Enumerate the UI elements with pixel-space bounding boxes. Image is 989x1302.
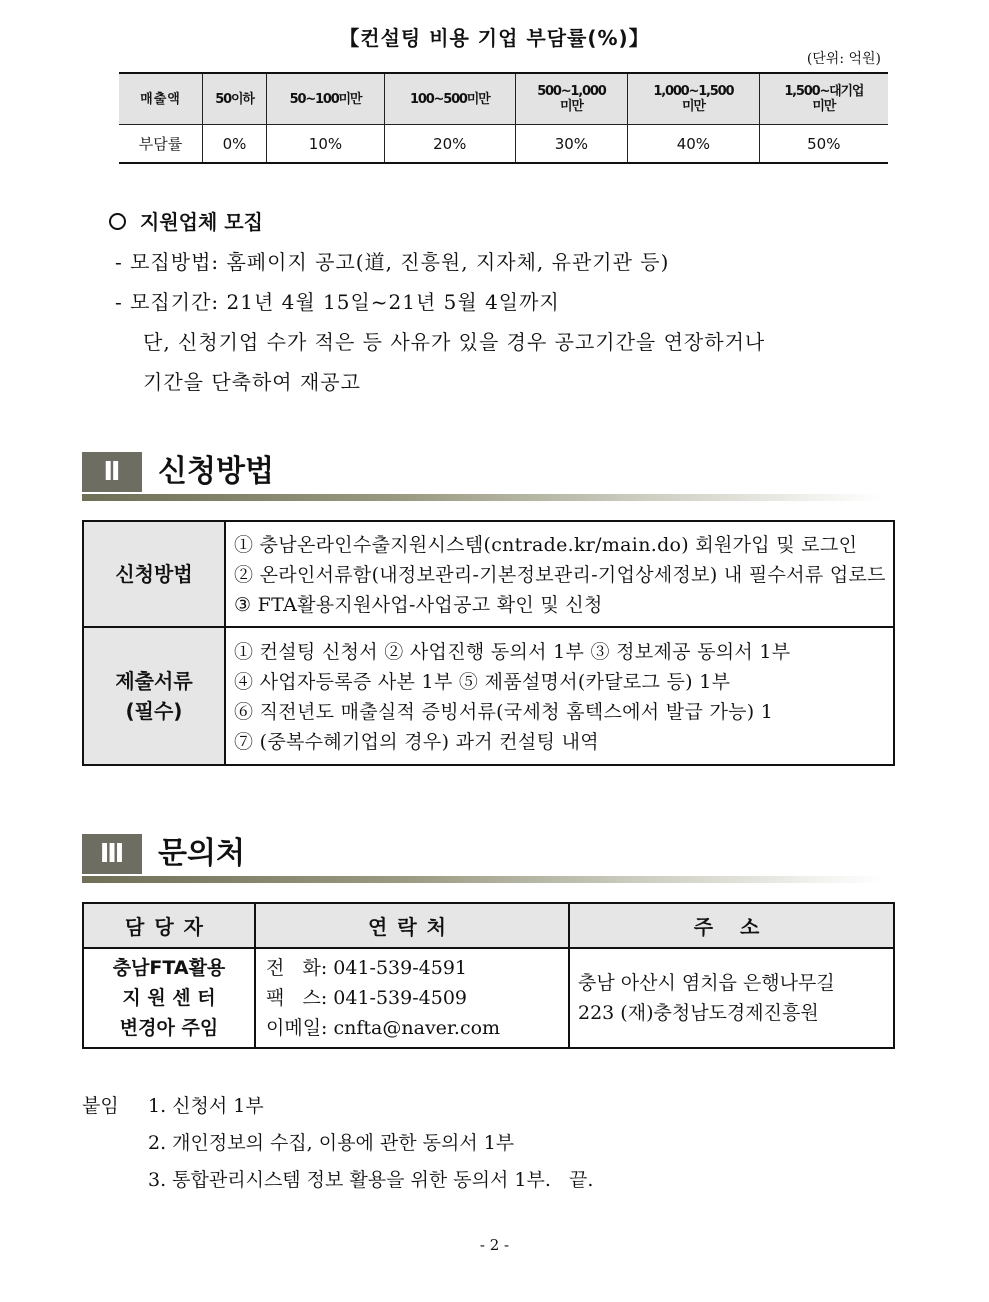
rate-table-title: 【컨설팅 비용 기업 부담률(%)】	[339, 26, 650, 50]
application-method-content	[225, 521, 894, 627]
burden-rate-table	[119, 72, 888, 164]
contact-info	[255, 948, 569, 1048]
contact-person	[83, 948, 255, 1048]
list-item: ④ 사업자등록증 사본 1부 ⑤ 제품설명서(카달로그 등) 1부	[234, 671, 731, 693]
contact-address	[569, 948, 894, 1048]
circle-bullet-icon	[109, 213, 126, 230]
email-address[interactable]: 이메일: cnfta@naver.com	[266, 1017, 501, 1039]
list-item: ① 컨설팅 신청서 ② 사업진행 동의서 1부 ③ 정보제공 동의서 1부	[234, 641, 791, 663]
contact-header-phone: 연락처	[255, 903, 569, 948]
attachments-label: 붙임	[82, 1095, 119, 1117]
application-table	[82, 520, 895, 766]
fax-number: 팩 스: 041-539-4509	[266, 987, 467, 1009]
burden-rate-value: 0%	[203, 125, 267, 164]
phone-number: 전 화: 041-539-4591	[266, 957, 467, 979]
required-documents-content	[225, 627, 894, 765]
address-line: 충남 아산시 염치읍 은행나무길	[578, 972, 835, 994]
required-documents-label	[83, 627, 225, 765]
sales-column-3: 100~500미만	[384, 73, 515, 125]
required-documents-label-line: 제출서류	[115, 669, 193, 693]
recruitment-note: 기간을 단축하여 재공고	[143, 370, 361, 394]
list-item: ② 온라인서류함(내정보관리-기본정보관리-기업상세정보) 내 필수서류 업로드	[234, 564, 886, 586]
contact-header-address: 주 소	[569, 903, 894, 948]
recruitment-note: 단, 신청기업 수가 적은 등 사유가 있을 경우 공고기간을 연장하거나	[143, 330, 766, 354]
section-underline	[82, 494, 882, 501]
recruitment-period: - 모집기간: 21년 4월 15일~21년 5월 4일까지	[115, 290, 560, 314]
attachments	[82, 1088, 593, 1199]
contact-person-line: 변경아 주임	[119, 1017, 219, 1039]
section-number-badge: Ⅱ	[82, 452, 142, 492]
sales-column-4: 500~1,000 미만	[515, 73, 628, 125]
burden-rate-value: 20%	[384, 125, 515, 164]
section-number-badge: Ⅲ	[82, 834, 142, 874]
contact-person-line: 충남FTA활용	[112, 957, 226, 979]
recruitment-heading	[107, 202, 907, 242]
required-documents-label-line: (필수)	[125, 699, 183, 723]
section-title: 신청방법	[158, 454, 274, 489]
list-item: ③ FTA활용지원사업-사업공고 확인 및 신청	[234, 594, 603, 616]
sales-column-5: 1,000~1,500 미만	[628, 73, 759, 125]
sales-column-1: 50이하	[203, 73, 267, 125]
sales-column-2: 50~100미만	[267, 73, 385, 125]
attachment-item: 2. 개인정보의 수집, 이용에 관한 동의서 1부	[148, 1132, 515, 1154]
recruitment-section	[107, 202, 907, 402]
contact-person-line: 지 원 센 터	[122, 987, 216, 1009]
burden-rate-value: 40%	[628, 125, 759, 164]
section-title: 문의처	[158, 836, 245, 871]
page-number: - 2 -	[479, 1236, 510, 1254]
sales-header: 매출액	[119, 73, 203, 125]
attachment-item: 3. 통합관리시스템 정보 활용을 위한 동의서 1부. 끝.	[148, 1169, 594, 1191]
unit-label: (단위: 억원)	[806, 51, 881, 67]
list-item: ⑥ 직전년도 매출실적 증빙서류(국세청 홈텍스에서 발급 가능) 1	[234, 701, 774, 723]
recruitment-method: - 모집방법: 홈페이지 공고(道, 진흥원, 지자체, 유관기관 등)	[115, 250, 670, 274]
address-line: 223 (재)충청남도경제진흥원	[578, 1002, 819, 1024]
burden-rate-label: 부담률	[119, 125, 203, 164]
list-item: ① 충남온라인수출지원시스템(cntrade.kr/main.do) 회원가입 및 로그인	[234, 534, 858, 556]
burden-rate-value: 10%	[267, 125, 385, 164]
sales-column-6: 1,500~대기업 미만	[759, 73, 888, 125]
attachment-item: 1. 신청서 1부	[148, 1095, 264, 1117]
list-item: ⑦ (중복수혜기업의 경우) 과거 컨설팅 내역	[234, 731, 599, 753]
burden-rate-value: 50%	[759, 125, 888, 164]
section-underline	[82, 876, 882, 883]
burden-rate-value: 30%	[515, 125, 628, 164]
recruitment-heading-text: 지원업체 모집	[140, 210, 263, 234]
application-method-label: 신청방법	[83, 521, 225, 627]
contact-table	[82, 902, 895, 1049]
contact-header-person: 담당자	[83, 903, 255, 948]
